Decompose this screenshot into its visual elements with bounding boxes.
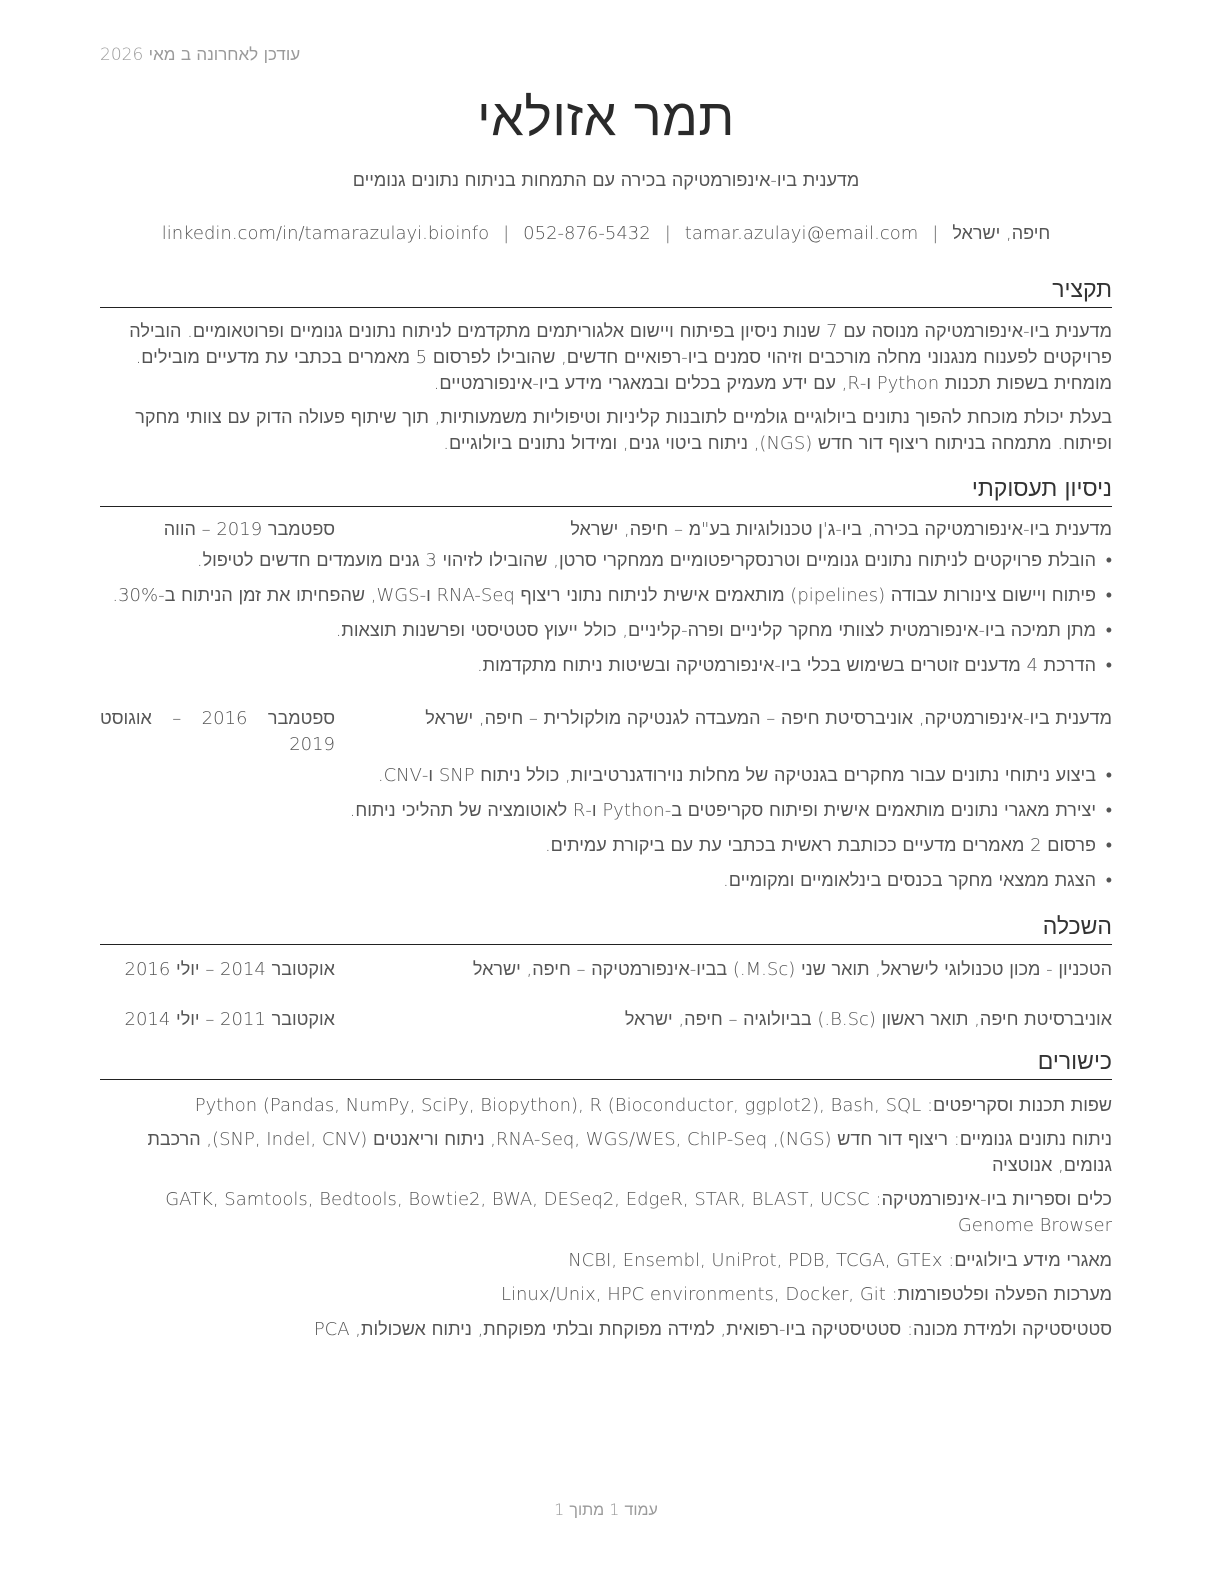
contact-separator: | (664, 223, 671, 244)
education-degree: אוניברסיטת חיפה, תואר ראשון (B.Sc.) בביולוגיה – חיפה, ישראל (624, 1009, 1112, 1030)
job-dates (100, 706, 335, 758)
list-item: • הדרכת 4 מדענים זוטרים בשימוש בכלי ביו-אינפורמטיקה ובשיטות ניתוח מתקדמות. (100, 653, 1096, 688)
section-title-education: השכלה (100, 912, 1112, 945)
job-bullets (100, 548, 1096, 688)
job-dates: ספטמבר 2019 – הווה (163, 519, 335, 540)
skill-value: Python (Pandas, NumPy, SciPy, Biopython), R (Bioconductor, ggplot2), Bash, SQL (194, 1095, 922, 1116)
education-dates: אוקטובר 2011 – יולי 2014 (124, 1009, 335, 1030)
list-item: • מתן תמיכה ביו-אינפורמטית לצוותי מחקר קליניים ופרה-קליניים, כולל ייעוץ סטטיסטי ופרשנות תוצאות. (100, 618, 1096, 653)
section-title-skills: כישורים (100, 1047, 1112, 1080)
list-item: • פיתוח ויישום צינורות עבודה (pipelines) מותאמים אישית לניתוח נתוני ריצוף RNA-Seq ו-WGS, שהפחיתו את זמן הניתוח ב-30%. (100, 583, 1096, 618)
skill-line (100, 1127, 1112, 1179)
skill-line (100, 1187, 1112, 1239)
section-title-summary: תקציר (100, 275, 1112, 308)
contact-email[interactable]: tamar.azulayi@email.com (684, 223, 919, 244)
page-number: עמוד 1 מתוך 1 (554, 1500, 658, 1519)
skill-value: NCBI, Ensembl, UniProt, PDB, TCGA, GTEx (568, 1250, 943, 1271)
skill-label: מערכות הפעלה ופלטפורמות: (891, 1284, 1112, 1305)
contact-separator: | (932, 223, 939, 244)
summary-paragraph: בעלת יכולת מוכחת להפוך נתונים ביולוגיים גולמיים לתובנות קליניות וטיפוליות משמעותיות, תוך שיתוף פעולה הדוק עם צוותי מחקר ופיתוח. מתמחה בניתוח ריצוף דור חדש (NGS), ניתוח ביטוי גנים, ומידול נתונים ביולוגיים. (135, 407, 1112, 454)
skill-label: שפות תכנות וסקריפטים: (926, 1095, 1112, 1116)
contact-separator: | (503, 223, 510, 244)
summary-paragraph: מדענית ביו-אינפורמטיקה מנוסה עם 7 שנות ניסיון בפיתוח ויישום אלגוריתמים מתקדמים לניתוח נתונים גנומיים ופרוטאומיים. הובילה פרויקטים לפענוח מנגנוני מחלה מורכבים וזיהוי סמנים ביו-רפואיים חדשים, שהובילו לפרסום 5 מאמרים בכתבי עת מדעיים מובילים. מומחית בשפות תכנות Python ו-R, עם ידע מעמיק בכלים ובמאגרי מידע ביו-אינפורמטיים. (129, 321, 1112, 394)
skill-line (100, 1093, 1112, 1119)
section-title-experience: ניסיון תעסוקתי (100, 474, 1112, 507)
contact-location: חיפה, ישראל (952, 223, 1051, 244)
education-item (100, 1007, 1112, 1033)
skill-label: סטטיסטיקה ולמידת מכונה: (906, 1319, 1112, 1340)
contact-phone: 052-876-5432 (523, 223, 651, 244)
skill-value: ריצוף דור חדש (NGS), RNA-Seq, WGS/WES, ChIP-Seq, ניתוח וריאנטים (SNP, Indel, CNV), הרכבת גנומים, אנוטציה (147, 1129, 1112, 1176)
skill-value: GATK, Samtools, Bedtools, Bowtie2, BWA, DESeq2, EdgeR, STAR, BLAST, UCSC Genome Browser (165, 1189, 1112, 1236)
list-item: • יצירת מאגרי נתונים מותאמים אישית ופיתוח סקריפטים ב-Python ו-R לאוטומציה של תהליכי ניתוח. (100, 798, 1096, 833)
job-header (100, 706, 1112, 758)
skill-label: ניתוח נתונים גנומיים: (953, 1129, 1112, 1150)
list-item: • ביצוע ניתוחי נתונים עבור מחקרים בגנטיקה של מחלות נוירודגנרטיביות, כולל ניתוח SNP ו-CNV. (100, 763, 1096, 798)
job-role: מדענית ביו-אינפורמטיקה, אוניברסיטת חיפה – המעבדה לגנטיקה מולקולרית – חיפה, ישראל (425, 708, 1112, 729)
skill-label: מאגרי מידע ביולוגיים: (948, 1250, 1112, 1271)
candidate-name: תמר אזולאי (477, 88, 735, 148)
skill-line (100, 1248, 1112, 1274)
contact-linkedin[interactable]: linkedin.com/in/tamarazulayi.bioinfo (161, 223, 490, 244)
skill-line (100, 1317, 1112, 1343)
list-item: • פרסום 2 מאמרים מדעיים ככותבת ראשית בכתבי עת עם ביקורת עמיתים. (100, 833, 1096, 868)
job-role: מדענית ביו-אינפורמטיקה בכירה, ביו-ג'ן טכנולוגיות בע"מ – חיפה, ישראל (570, 519, 1112, 540)
skill-value: Linux/Unix, HPC environments, Docker, Git (500, 1284, 886, 1305)
list-item: • הצגת ממצאי מחקר בכנסים בינלאומיים ומקומיים. (100, 868, 1096, 903)
tagline: מדענית ביו-אינפורמטיקה בכירה עם התמחות בניתוח נתונים גנומיים (352, 170, 860, 191)
skill-line (100, 1282, 1112, 1308)
resume-page (100, 0, 1112, 1584)
job-dates-line: 2019 (289, 734, 335, 755)
skill-label: כלים וספריות ביו-אינפורמטיקה: (875, 1189, 1112, 1210)
job-bullets (100, 763, 1096, 903)
education-dates: אוקטובר 2014 – יולי 2016 (124, 959, 335, 980)
job-dates-line: ספטמבר 2016 – אוגוסט (100, 708, 336, 729)
contact-line (100, 223, 1112, 244)
education-item (100, 957, 1112, 983)
job-header (100, 517, 1112, 543)
skill-value: סטטיסטיקה ביו-רפואית, למידה מפוקחת ובלתי מפוקחת, ניתוח אשכולות, PCA (313, 1319, 902, 1340)
last-updated: עודכן לאחרונה ב מאי 2026 (100, 45, 301, 65)
education-degree: הטכניון - מכון טכנולוגי לישראל, תואר שני (M.Sc.) בביו-אינפורמטיקה – חיפה, ישראל (472, 959, 1112, 980)
list-item: • הובלת פרויקטים לניתוח נתונים גנומיים וטרנסקריפטומיים ממחקרי סרטן, שהובילו לזיהוי 3 גנים מועמדים חדשים לטיפול. (100, 548, 1096, 583)
